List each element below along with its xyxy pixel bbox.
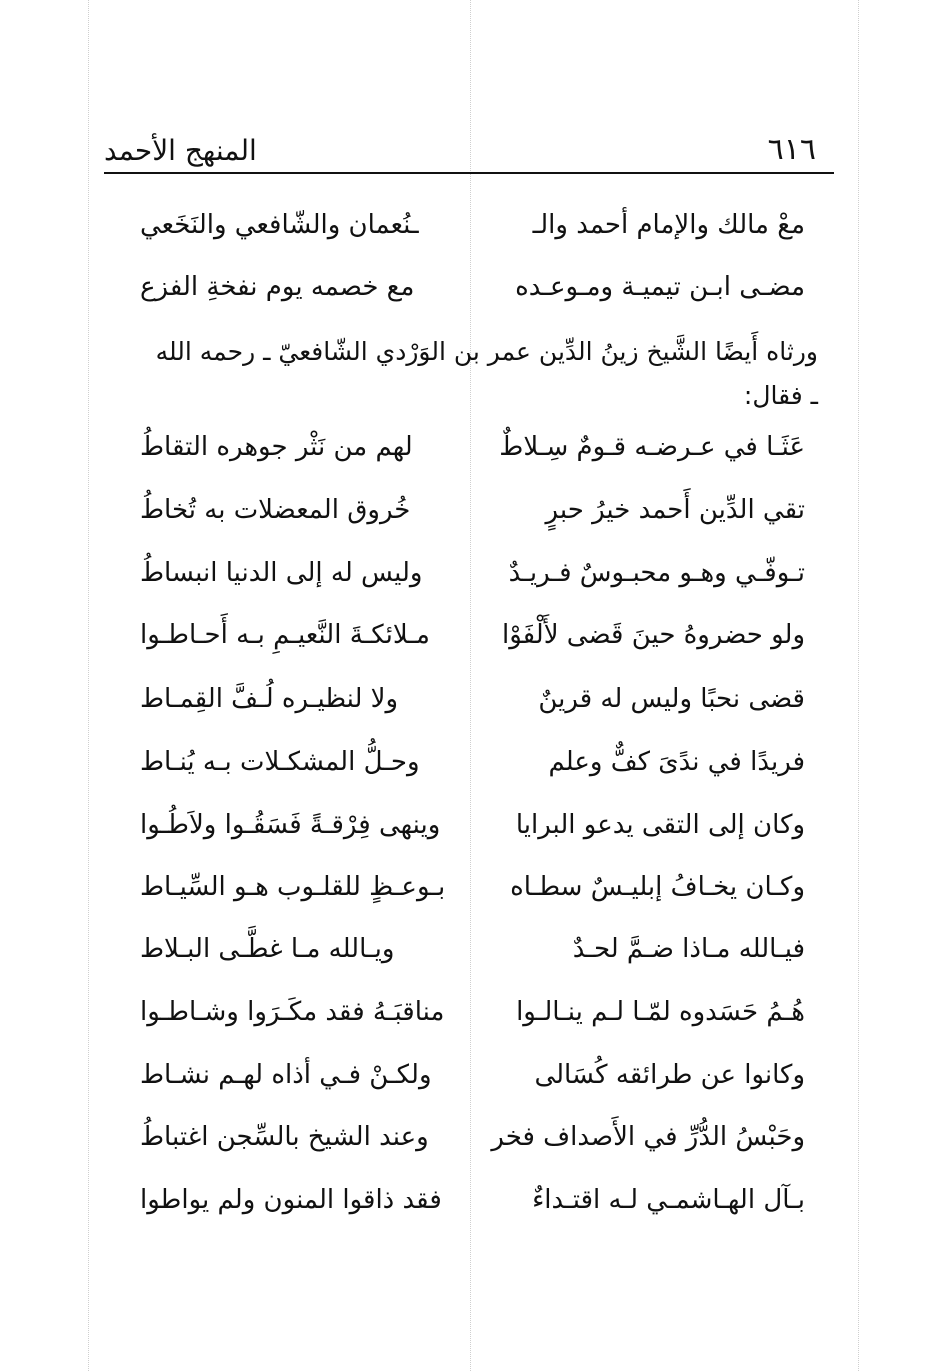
- verse-first-hemistich: وكانوا عن طرائقه كُسَالى: [534, 1060, 805, 1090]
- verse-first-hemistich: فريدًا في ندًىَ كفٌّ وعلم: [548, 747, 805, 777]
- verse-first-hemistich: تقي الدِّين أَحمد خيرُ حبرٍ: [545, 495, 805, 525]
- page-number: ٦١٦: [767, 132, 816, 167]
- verse-first-hemistich: فيـالله مـاذا ضـمَّ لحـدٌ: [572, 934, 805, 964]
- verse-second-hemistich: وليس له إلى الدنيا انبساطُ: [140, 558, 423, 588]
- verse-second-hemistich: ولكـنْ فـي أذاه لهـم نشـاط: [140, 1060, 432, 1090]
- verse-first-hemistich: عَثَـا في عـرضـه قـومٌ سِـلاطٌ: [499, 432, 805, 462]
- verse-second-hemistich: ويـالله مـا غطَّـى البـلاط: [140, 934, 395, 964]
- verse-line: [140, 1185, 805, 1229]
- verse-line: [140, 997, 805, 1041]
- verse-line: [140, 684, 805, 728]
- verse-line: [140, 810, 805, 854]
- page-header: [104, 130, 834, 170]
- prose-line: ورثاه أَيضًا الشَّيخ زينُ الدِّين عمر بن الوَرْدي الشّافعيّ ـ رحمه الله: [155, 337, 818, 366]
- scan-guide-line: [88, 0, 89, 1371]
- verse-line: [140, 432, 805, 476]
- verse-line: [140, 934, 805, 978]
- verse-first-hemistich: وحَبْسُ الدُّرِّ في الأَصداف فخر: [491, 1122, 805, 1152]
- verse-second-hemistich: وعند الشيخ بالسِّجن اغتباطُ: [140, 1122, 429, 1152]
- verse-second-hemistich: مـلائكـةَ النَّعيـمِ بـه أَحـاطـوا: [140, 620, 430, 650]
- verse-second-hemistich: لهم من نَثْر جوهره التقاطُ: [140, 432, 413, 462]
- prose-paragraph: [100, 330, 818, 418]
- verse-line: [140, 558, 805, 602]
- verse-second-hemistich: مع خصمه يوم نفخةِ الفزع: [140, 272, 415, 302]
- verse-second-hemistich: بـوعـظٍ للقلـوب هـو السِّيـاط: [140, 872, 446, 902]
- verse-first-hemistich: وكان إلى التقى يدعو البرايا: [515, 810, 805, 840]
- verse-line: [140, 495, 805, 539]
- verse-first-hemistich: تـوفّـي وهـو محبـوسٌ فـريـدٌ: [508, 558, 805, 588]
- verse-line: [140, 620, 805, 664]
- verse-line: [140, 1060, 805, 1104]
- verse-first-hemistich: هُـمُ حَسَدوه لمّـا لـم ينـالـوا: [516, 997, 805, 1027]
- verse-second-hemistich: ولا لنظيـره لُـفَّ القِمـاط: [140, 684, 399, 714]
- verse-second-hemistich: ـنُعمان والشّافعي والنَخَعي: [140, 210, 419, 240]
- verse-second-hemistich: وينهى فِرْقـةً فَسَقُـوا ولاَطُـوا: [140, 810, 441, 840]
- verse-first-hemistich: وكـان يخـافُ إبليـسٌ سطـاه: [510, 872, 805, 902]
- scan-guide-line: [858, 0, 859, 1371]
- verse-first-hemistich: ولو حضروهُ حينَ قَضى لأَلْفَوْا: [501, 620, 805, 650]
- book-title: المنهج الأحمد: [104, 134, 257, 167]
- verse-second-hemistich: خُروق المعضلات به تُخاطُ: [140, 495, 411, 525]
- header-rule: [104, 172, 834, 174]
- verse-first-hemistich: معْ مالك والإمام أحمد والـ: [532, 210, 805, 240]
- verse-first-hemistich: مضـى ابـن تيميـة ومـوعـده: [515, 272, 805, 302]
- verse-second-hemistich: وحـلُّ المشكـلات بـه يُنـاط: [140, 747, 420, 777]
- verse-line: [140, 747, 805, 791]
- verse-first-hemistich: بـآل الهـاشمـي لـه اقتـداءٌ: [532, 1185, 805, 1215]
- verse-second-hemistich: مناقبَـهُ فقد مكَـرَوا وشـاطـوا: [140, 997, 445, 1027]
- verse-second-hemistich: فقد ذاقوا المنون ولم يواطوا: [140, 1185, 442, 1215]
- verse-line: [140, 1122, 805, 1166]
- verse-first-hemistich: قضى نحبًا وليس له قرينٌ: [538, 684, 805, 714]
- prose-line: ـ فقال:: [743, 381, 818, 410]
- verse-line: [140, 272, 805, 316]
- verse-line: [140, 210, 805, 254]
- verse-line: [140, 872, 805, 916]
